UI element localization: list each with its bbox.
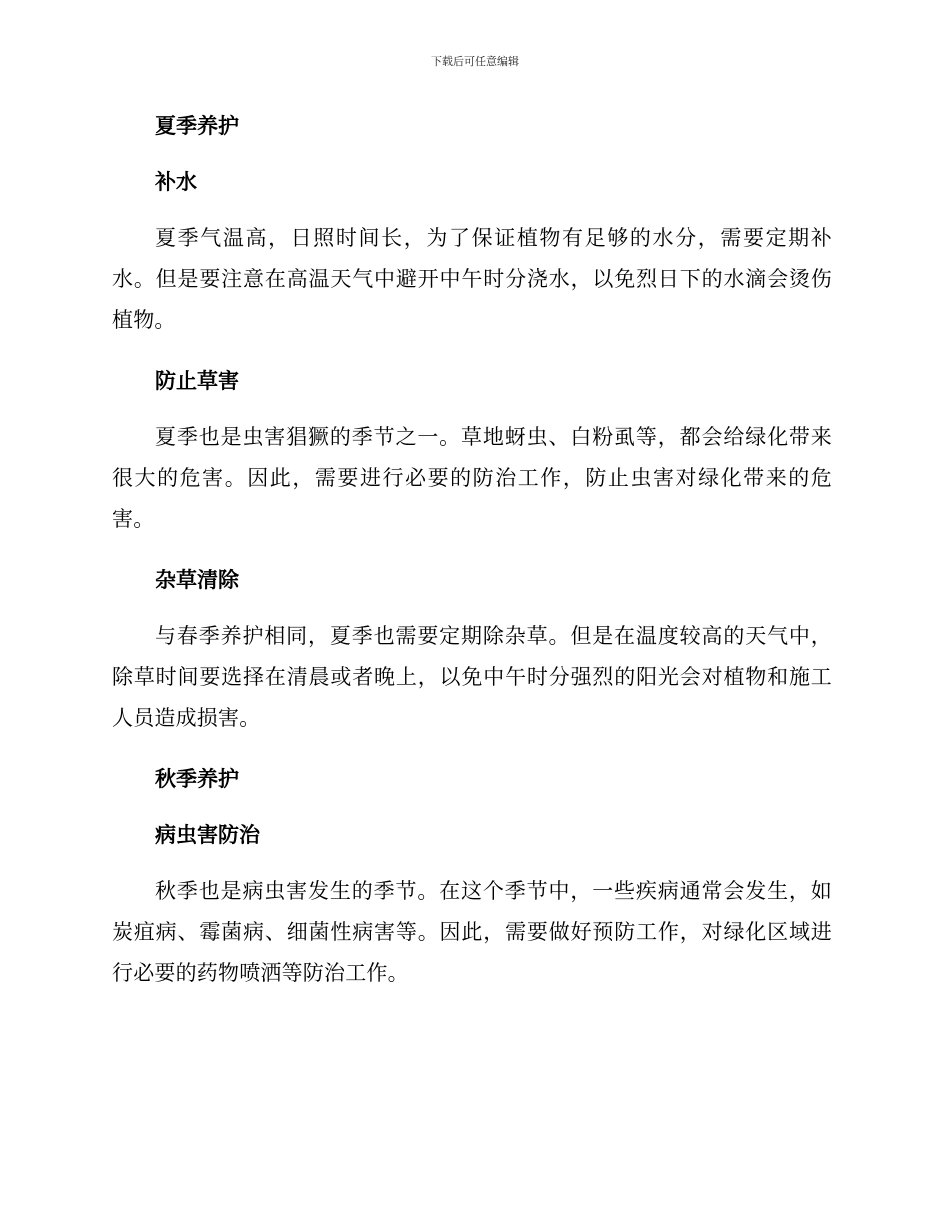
heading-autumn-care: 秋季养护 bbox=[155, 767, 239, 791]
heading-summer-care: 夏季养护 bbox=[155, 114, 239, 138]
paragraph-weeding: 与春季养护相同，夏季也需要定期除杂草。但是在温度较高的天气中，除草时间要选择在清晨或者晚上，以免中午时分强烈的阳光会对植物和施工人员造成损害。 bbox=[112, 624, 832, 730]
paragraph-pest-prevention: 夏季也是虫害猖獗的季节之一。草地蚜虫、白粉虱等，都会给绿化带来很大的危害。因此，需要进行必要的防治工作，防止虫害对绿化带来的危害。 bbox=[112, 425, 832, 531]
heading-weeding: 杂草清除 bbox=[155, 568, 239, 592]
page-header-note: 下载后可任意编辑 bbox=[431, 55, 519, 68]
heading-watering: 补水 bbox=[155, 170, 197, 194]
document-body bbox=[112, 108, 832, 994]
paragraph-watering: 夏季气温高，日照时间长，为了保证植物有足够的水分，需要定期补水。但是要注意在高温天气中避开中午时分浇水，以免烈日下的水滴会烫伤植物。 bbox=[112, 226, 832, 332]
paragraph-disease-control: 秋季也是病虫害发生的季节。在这个季节中，一些疾病通常会发生，如炭疽病、霉菌病、细菌性病害等。因此，需要做好预防工作，对绿化区域进行必要的药物喷洒等防治工作。 bbox=[112, 879, 832, 985]
heading-disease-control: 病虫害防治 bbox=[155, 823, 260, 847]
heading-pest-prevention: 防止草害 bbox=[155, 369, 239, 393]
